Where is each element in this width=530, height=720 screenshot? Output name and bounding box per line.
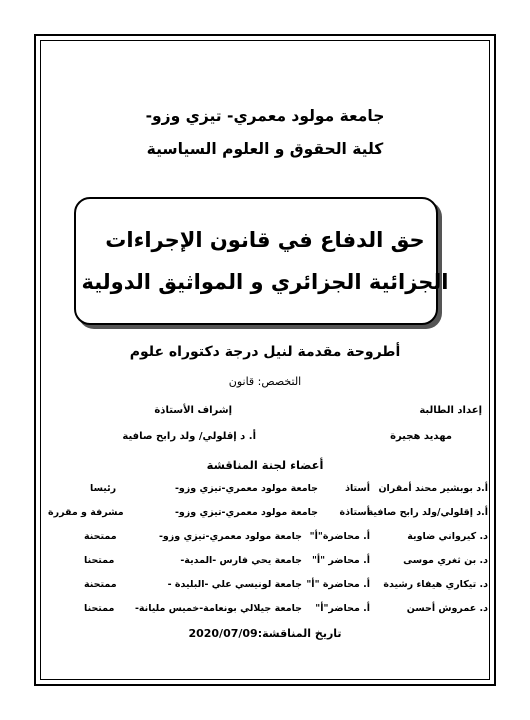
- member-university: جامعة يحي فارس -المدية-: [180, 555, 302, 566]
- member-role: ممتحنة: [84, 579, 117, 590]
- member-name: أ.د بوبشير محند أمقران: [378, 483, 488, 494]
- member-rank: أ. محاضر"أ": [315, 603, 370, 614]
- member-rank: أستاذ: [345, 483, 370, 494]
- member-rank: أ. محاضرة"أ": [309, 531, 370, 542]
- committee-row: [48, 603, 488, 619]
- committee-row: [48, 507, 488, 523]
- thesis-statement: أطروحة مقدمة لنيل درجة دكتوراه علوم: [129, 344, 401, 360]
- committee-row: [48, 579, 488, 595]
- member-role: رئيسا: [90, 483, 117, 494]
- member-university: جامعة مولود معمري-تيزي وزو-: [158, 531, 302, 542]
- member-role: ممتحنا: [84, 603, 115, 614]
- member-role: ممتحنا: [84, 555, 115, 566]
- defense-date: تاريخ المناقشة:2020/07/09: [188, 627, 342, 640]
- supervisor-name: أ. د إقلولي/ ولد رابح صافية: [122, 431, 256, 442]
- title-box: [74, 197, 438, 325]
- title-line-1: حق الدفاع في قانون الإجراءات: [105, 228, 425, 252]
- title-line-2: الجزائية الجزائري و المواثيق الدولية: [81, 270, 449, 294]
- member-name: د. تيكاري هيفاء رشيدة: [383, 579, 488, 590]
- faculty-name: كلية الحقوق و العلوم السياسية: [146, 140, 384, 158]
- student-name: مهديد هجيرة: [390, 431, 452, 442]
- member-name: د. عمروش أحسن: [406, 603, 488, 614]
- committee-row: [48, 531, 488, 547]
- member-university: جامعة جيلالي بونعامة-خميس مليانة-: [134, 603, 302, 614]
- committee-title: أعضاء لجنة المناقشة: [206, 458, 324, 472]
- member-university: جامعة مولود معمري-تيزي وزو-: [174, 507, 318, 518]
- member-rank: أ. محاضرة "أ": [306, 579, 370, 590]
- university-name: جامعة مولود معمري- تيزي وزو-: [145, 107, 385, 125]
- member-university: جامعة مولود معمري-تيزي وزو-: [174, 483, 318, 494]
- prepared-by-label: إعداد الطالبة: [419, 405, 482, 416]
- supervisor-label: إشراف الأستاذة: [154, 405, 232, 416]
- member-rank: أستاذة: [339, 507, 370, 518]
- member-role: ممتحنة: [84, 531, 117, 542]
- committee-row: [48, 555, 488, 571]
- member-role: مشرفة و مقررة: [48, 507, 124, 518]
- member-rank: أ. محاضر "أ": [311, 555, 370, 566]
- committee-row: [48, 483, 488, 499]
- member-name: أ.د إقلولي/ولد رابح صافية: [367, 507, 488, 518]
- specialty: التخصص: قانون: [228, 375, 302, 388]
- member-name: د. بن ثغري موسى: [403, 555, 488, 566]
- member-university: جامعة لونيسي علي -البليدة -: [167, 579, 302, 590]
- member-name: د. كيرواني ضاوية: [407, 531, 488, 542]
